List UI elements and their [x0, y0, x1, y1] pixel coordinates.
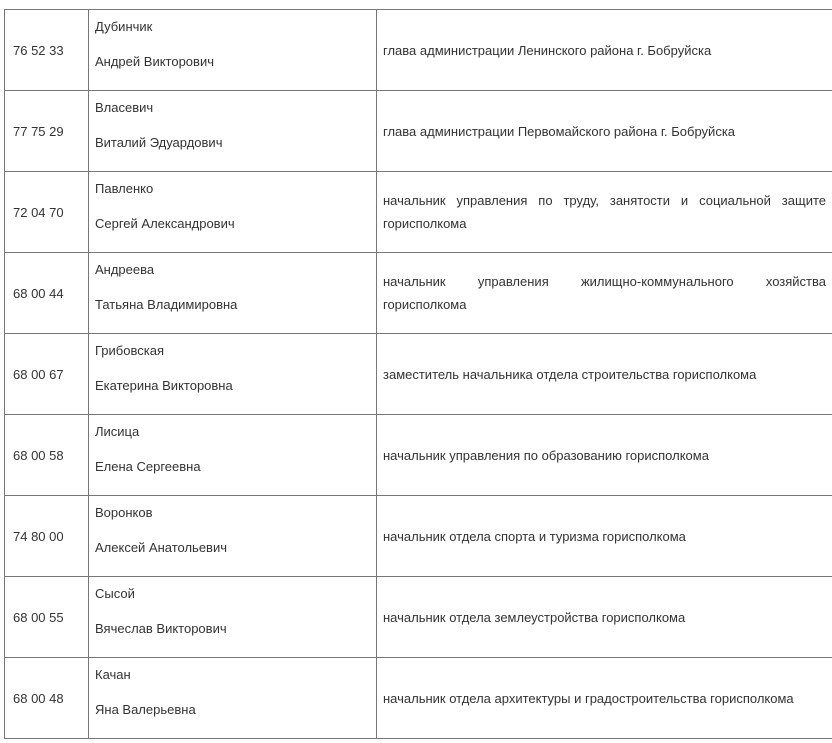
position-cell: [377, 496, 832, 577]
phone-number: 68 00 44: [13, 285, 64, 301]
surname: Лисица: [95, 424, 140, 439]
surname: Власевич: [95, 100, 154, 115]
contacts-table: [4, 9, 832, 739]
name-cell: [89, 253, 377, 334]
name-cell: [89, 415, 377, 496]
surname: Дубинчик: [95, 19, 153, 34]
surname: Сысой: [95, 586, 135, 601]
table-row: [5, 253, 832, 334]
table-row: [5, 415, 832, 496]
surname: Грибовская: [95, 343, 164, 358]
position-text: начальник управления по труду, занятости и социальной защите горисполкома: [383, 193, 826, 231]
position-text: начальник отдела землеустройства горисполкома: [383, 609, 686, 625]
phone-number: 77 75 29: [13, 123, 64, 139]
position-cell: [377, 334, 832, 415]
surname: Качан: [95, 667, 131, 682]
phone-cell: [5, 253, 89, 334]
position-text: начальник отдела архитектуры и градостроительства горисполкома: [383, 690, 794, 706]
surname: Павленко: [95, 181, 154, 196]
table-row: [5, 658, 832, 739]
position-cell: [377, 253, 832, 334]
table-row: [5, 334, 832, 415]
given-names: Сергей Александрович: [95, 216, 235, 231]
given-names: Вячеслав Викторович: [95, 621, 227, 636]
phone-number: 72 04 70: [13, 204, 64, 220]
position-text: начальник управления по образованию горисполкома: [383, 447, 709, 463]
given-names: Яна Валерьевна: [95, 702, 196, 717]
name-cell: [89, 91, 377, 172]
phone-number: 68 00 58: [13, 447, 64, 463]
name-cell: [89, 334, 377, 415]
phone-cell: [5, 334, 89, 415]
phone-cell: [5, 91, 89, 172]
table-row: [5, 10, 832, 91]
table-row: [5, 496, 832, 577]
phone-number: 76 52 33: [13, 42, 64, 58]
phone-number: 74 80 00: [13, 528, 64, 544]
surname: Андреева: [95, 262, 155, 277]
name-cell: [89, 172, 377, 253]
phone-cell: [5, 415, 89, 496]
position-text: глава администрации Первомайского района г. Бобруйска: [383, 123, 736, 139]
phone-cell: [5, 658, 89, 739]
name-cell: [89, 10, 377, 91]
position-cell: [377, 91, 832, 172]
given-names: Татьяна Владимировна: [95, 297, 238, 312]
phone-number: 68 00 67: [13, 366, 64, 382]
name-cell: [89, 658, 377, 739]
given-names: Андрей Викторович: [95, 54, 214, 69]
position-cell: [377, 415, 832, 496]
position-text: глава администрации Ленинского района г. Бобруйска: [383, 42, 712, 58]
given-names: Екатерина Викторовна: [95, 378, 233, 393]
name-cell: [89, 577, 377, 658]
position-text: начальник отдела спорта и туризма горисполкома: [383, 528, 686, 544]
table-row: [5, 91, 832, 172]
given-names: Елена Сергеевна: [95, 459, 201, 474]
name-cell: [89, 496, 377, 577]
phone-cell: [5, 496, 89, 577]
given-names: Алексей Анатольевич: [95, 540, 227, 555]
phone-cell: [5, 577, 89, 658]
position-cell: [377, 577, 832, 658]
given-names: Виталий Эдуардович: [95, 135, 223, 150]
phone-cell: [5, 10, 89, 91]
phone-cell: [5, 172, 89, 253]
position-cell: [377, 658, 832, 739]
table-row: [5, 172, 832, 253]
position-text: начальник управления жилищно-коммунального хозяйства горисполкома: [383, 274, 826, 312]
phone-number: 68 00 48: [13, 690, 64, 706]
surname: Воронков: [95, 505, 153, 520]
position-cell: [377, 10, 832, 91]
table-row: [5, 577, 832, 658]
phone-number: 68 00 55: [13, 609, 64, 625]
position-text: заместитель начальника отдела строительства горисполкома: [383, 366, 757, 382]
position-cell: [377, 172, 832, 253]
